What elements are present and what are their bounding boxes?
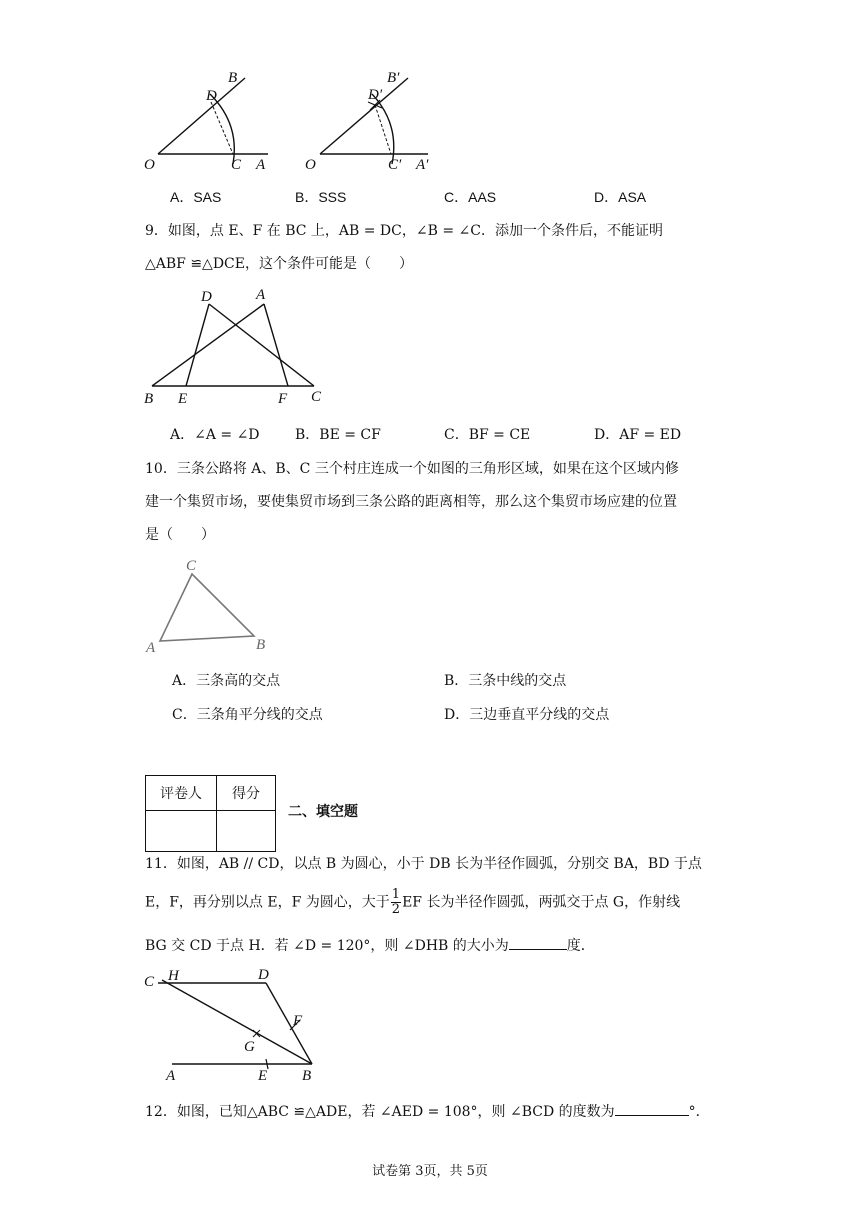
- q8-figure-1: [140, 68, 280, 176]
- q10-label-A: A: [146, 640, 156, 656]
- q9-option-a[interactable]: A．∠A = ∠D: [170, 427, 260, 443]
- q11-label-B: B: [302, 1068, 312, 1084]
- q10-option-b[interactable]: B．三条中线的交点: [444, 673, 567, 689]
- q11-label-D: D: [258, 967, 269, 983]
- grader-header: 评卷人: [146, 776, 217, 811]
- fig1-label-A: A: [256, 157, 266, 173]
- q12-stem: [145, 1101, 710, 1121]
- q11-label-A: A: [166, 1068, 176, 1084]
- q11-fraction-numerator: 1: [391, 887, 401, 902]
- q10-figure: [140, 554, 280, 658]
- q10-option-a[interactable]: A．三条高的交点: [172, 673, 281, 689]
- q8-figure-2: [300, 68, 450, 176]
- q10-label-B: B: [256, 637, 266, 653]
- q11-label-H: H: [168, 968, 179, 984]
- q8-option-d[interactable]: D．ASA: [594, 189, 647, 205]
- q11-label-C: C: [144, 974, 155, 990]
- q8-option-a[interactable]: A．SAS: [170, 189, 222, 205]
- q11-stem-line-1: 11．如图，AB // CD，以点 B 为圆心，小于 DB 长为半径作圆弧，分别交 BA，BD 于点: [145, 856, 702, 872]
- q9-label-A: A: [256, 287, 266, 303]
- page-footer: 试卷第 3页，共 5页: [372, 1164, 488, 1179]
- q11-line2-part-b: EF 长为半径作圆弧，两弧交于点 G，作射线: [402, 894, 681, 911]
- q11-label-F: F: [293, 1013, 303, 1029]
- q11-label-E: E: [258, 1068, 268, 1084]
- q12-answer-blank[interactable]: [615, 1101, 689, 1116]
- q9-stem-line-1: 9．如图，点 E、F 在 BC 上，AB = DC，∠B = ∠C．添加一个条件后，不能证明: [145, 223, 663, 239]
- q9-label-E: E: [178, 391, 188, 407]
- q11-line2-part-a: E，F，再分别以点 E，F 为圆心，大于: [145, 894, 390, 911]
- section-title: 二、填空题: [288, 804, 358, 820]
- score-cell[interactable]: [217, 811, 276, 852]
- q9-label-D: D: [201, 289, 212, 305]
- q8-option-b[interactable]: B．SSS: [295, 189, 347, 205]
- q11-label-G: G: [244, 1039, 255, 1055]
- q9-option-b[interactable]: B．BE = CF: [295, 427, 381, 443]
- q10-stem-line-3: 是（ ）: [145, 527, 215, 543]
- q10-label-C: C: [186, 558, 197, 574]
- fig1-label-C: C: [231, 157, 242, 173]
- fig1-label-O: O: [144, 157, 155, 173]
- q8-option-c[interactable]: C．AAS: [444, 189, 497, 205]
- q9-label-B: B: [144, 391, 154, 407]
- q9-figure: [140, 282, 340, 408]
- q11-figure: [140, 962, 330, 1086]
- fig2-label-D: D′: [368, 87, 383, 103]
- fig2-label-B: B′: [387, 70, 400, 86]
- score-header: 得分: [217, 776, 276, 811]
- fig1-label-D: D: [206, 88, 217, 104]
- q11-line3-part-b: 度．: [566, 938, 595, 954]
- q10-stem-line-1: 10．三条公路将 A、B、C 三个村庄连成一个如图的三角形区域，如果在这个区域内修: [145, 461, 679, 477]
- q11-stem-line-2: [145, 888, 680, 917]
- q10-option-c[interactable]: C．三条角平分线的交点: [172, 707, 323, 723]
- grading-table: [145, 775, 276, 852]
- fig2-label-A: A′: [416, 157, 429, 173]
- q12-part-b: °．: [688, 1104, 710, 1120]
- q9-option-d[interactable]: D．AF = ED: [594, 427, 682, 443]
- q11-stem-line-3: [145, 935, 595, 955]
- fig2-label-O: O: [305, 157, 316, 173]
- q11-fraction: [391, 888, 401, 917]
- fig2-label-C: C′: [388, 157, 402, 173]
- q10-option-d[interactable]: D．三边垂直平分线的交点: [444, 707, 610, 723]
- q9-option-c[interactable]: C．BF = CE: [444, 427, 531, 443]
- fig1-label-B: B: [228, 70, 238, 86]
- q11-line3-part-a: BG 交 CD 于点 H．若 ∠D = 120°，则 ∠DHB 的大小为: [145, 938, 509, 954]
- q9-stem-line-2: △ABF ≌△DCE，这个条件可能是（ ）: [145, 256, 413, 272]
- q11-fraction-denominator: 2: [391, 902, 401, 917]
- q12-part-a: 12．如图，已知△ABC ≌△ADE，若 ∠AED = 108°，则 ∠BCD 的度数为: [145, 1104, 615, 1120]
- q9-label-C: C: [311, 389, 322, 405]
- grader-cell[interactable]: [146, 811, 217, 852]
- q10-stem-line-2: 建一个集贸市场，要使集贸市场到三条公路的距离相等，那么这个集贸市场应建的位置: [145, 494, 677, 510]
- q9-label-F: F: [278, 391, 288, 407]
- q11-answer-blank[interactable]: [509, 935, 567, 950]
